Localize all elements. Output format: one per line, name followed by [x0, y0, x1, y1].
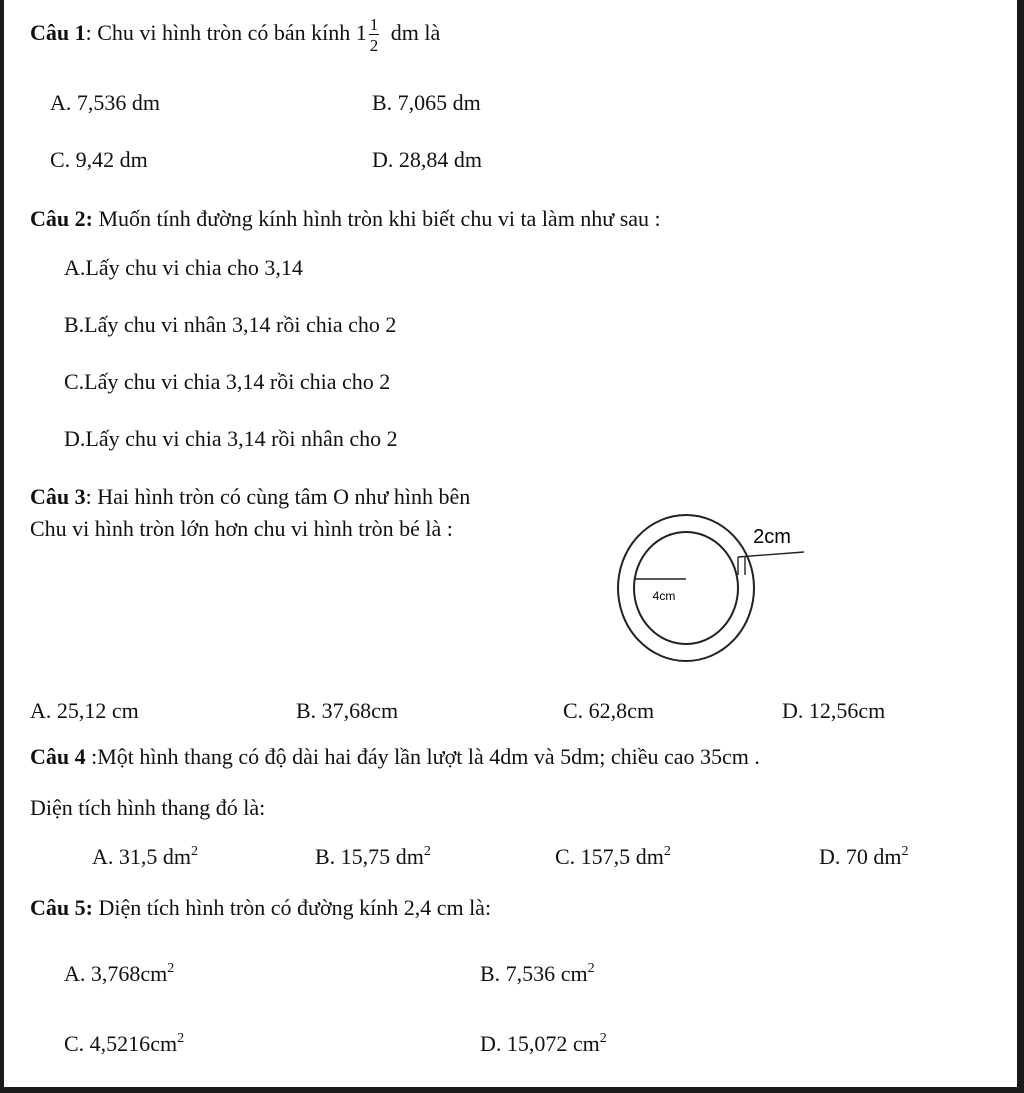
- question-2-label: Câu 2:: [30, 206, 93, 231]
- q5-option-c-unit: cm: [150, 1031, 178, 1056]
- q4-option-d-exponent: 2: [901, 844, 909, 859]
- concentric-circles-figure: [604, 505, 814, 670]
- q4-option-d-value: D. 70: [819, 844, 874, 869]
- q5-option-d-value: D. 15,072: [480, 1031, 573, 1056]
- q1-option-a[interactable]: A. 7,536 dm: [50, 90, 160, 115]
- question-3-line-2: Chu vi hình tròn lớn hơn chu vi hình tròn bé là :: [30, 516, 453, 541]
- inner-radius-label: 4cm: [652, 589, 676, 603]
- q4-option-b-unit: dm: [395, 844, 424, 869]
- q5-option-c-exponent: 2: [177, 1031, 185, 1046]
- q4-option-c-value: C. 157,5: [555, 844, 636, 869]
- q4-option-c-exponent: 2: [663, 844, 671, 859]
- q5-option-a-value: A. 3,768: [64, 961, 141, 986]
- q3-option-d[interactable]: D. 12,56cm: [782, 698, 886, 723]
- q4-option-d[interactable]: [819, 846, 909, 868]
- q5-option-b-value: B. 7,536: [480, 961, 561, 986]
- question-4-label: Câu 4: [30, 744, 86, 769]
- q4-option-b-value: B. 15,75: [315, 844, 396, 869]
- question-1-text-after: dm là: [385, 20, 441, 46]
- q5-option-b-exponent: 2: [587, 961, 595, 976]
- fraction-denominator: 2: [369, 36, 379, 55]
- q3-option-a[interactable]: A. 25,12 cm: [30, 698, 139, 723]
- q4-option-a-value: A. 31,5: [92, 844, 163, 869]
- q1-option-c[interactable]: C. 9,42 dm: [50, 147, 148, 172]
- q5-option-d[interactable]: [480, 1033, 607, 1055]
- q1-option-d[interactable]: D. 28,84 dm: [372, 147, 482, 172]
- q5-option-b[interactable]: [480, 963, 595, 985]
- question-5-text: Diện tích hình tròn có đường kính 2,4 cm là:: [92, 895, 492, 920]
- q5-option-c-value: C. 4,5216: [64, 1031, 151, 1056]
- q5-option-a-exponent: 2: [167, 961, 175, 976]
- q4-option-b-exponent: 2: [423, 844, 431, 859]
- question-5-label: Câu 5:: [30, 895, 93, 920]
- ring-width-label: 2cm: [753, 526, 791, 548]
- q4-option-a-exponent: 2: [191, 844, 199, 859]
- question-1: [30, 16, 440, 54]
- q2-option-b[interactable]: B.Lấy chu vi nhân 3,14 rồi chia cho 2: [64, 312, 397, 337]
- q2-option-c[interactable]: C.Lấy chu vi chia 3,14 rồi chia cho 2: [64, 369, 391, 394]
- inner-circle: [634, 532, 738, 644]
- q5-option-b-unit: cm: [560, 961, 588, 986]
- question-4-text-1: :Một hình thang có độ dài hai đáy lần lượt là 4dm và 5dm; chiều cao 35cm .: [85, 744, 760, 769]
- q4-option-a-unit: dm: [162, 844, 192, 869]
- question-2-text: Muốn tính đường kính hình tròn khi biết chu vi ta làm như sau :: [92, 206, 661, 231]
- q3-option-b[interactable]: B. 37,68cm: [296, 698, 399, 723]
- question-3-label: Câu 3: [30, 484, 86, 509]
- question-2: [30, 208, 661, 230]
- ring-width-leader: [738, 552, 804, 557]
- q5-option-c[interactable]: [64, 1033, 184, 1055]
- q5-option-d-unit: cm: [572, 1031, 600, 1056]
- q2-option-d[interactable]: D.Lấy chu vi chia 3,14 rồi nhân cho 2: [64, 426, 398, 451]
- question-1-label: Câu 1: [30, 20, 86, 46]
- question-3-text-1: : Hai hình tròn có cùng tâm O như hình bên: [85, 484, 471, 509]
- q1-option-b[interactable]: B. 7,065 dm: [372, 90, 481, 115]
- q4-option-b[interactable]: [315, 846, 431, 868]
- q5-option-a-unit: cm: [140, 961, 168, 986]
- q4-option-c-unit: dm: [635, 844, 664, 869]
- q4-option-c[interactable]: [555, 846, 671, 868]
- fraction-numerator: 1: [369, 15, 379, 34]
- q3-option-c[interactable]: C. 62,8cm: [563, 698, 655, 723]
- question-1-text-before: : Chu vi hình tròn có bán kính 1: [85, 20, 367, 46]
- question-3-line-1: [30, 486, 470, 508]
- fraction-one-half: [369, 16, 380, 54]
- question-4-line-1: [30, 746, 760, 768]
- question-4-line-2: Diện tích hình thang đó là:: [30, 795, 266, 820]
- q5-option-a[interactable]: [64, 963, 174, 985]
- question-5: [30, 897, 491, 919]
- q4-option-a[interactable]: [92, 846, 198, 868]
- q2-option-a[interactable]: A.Lấy chu vi chia cho 3,14: [64, 255, 303, 280]
- outer-circle: [618, 515, 754, 661]
- q4-option-d-unit: dm: [873, 844, 902, 869]
- q5-option-d-exponent: 2: [599, 1031, 607, 1046]
